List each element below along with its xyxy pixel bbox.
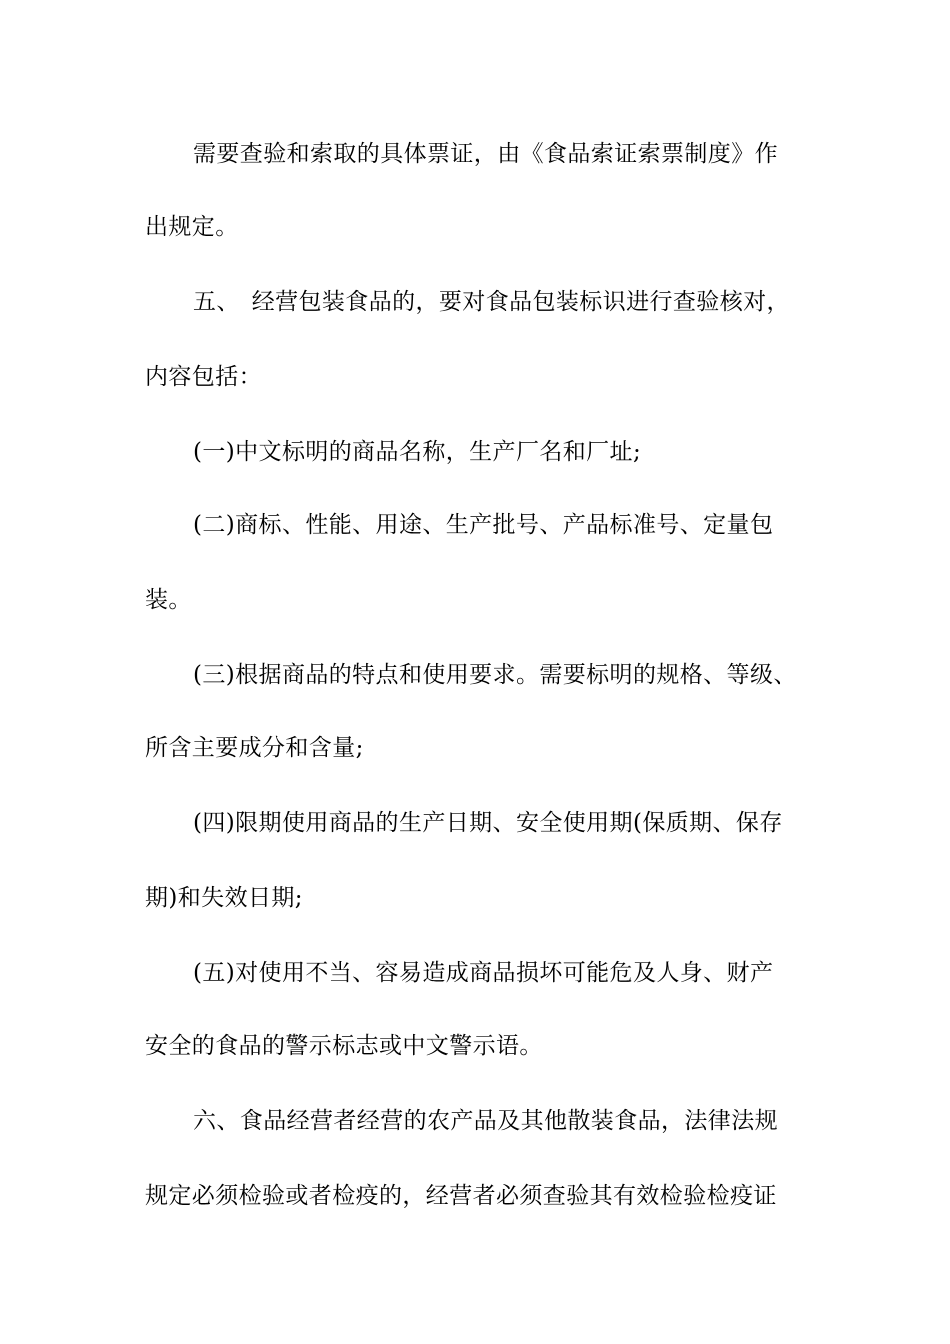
list-item-line: (四)限期使用商品的生产日期、安全使用期(保质期、保存 [193,810,783,836]
list-item-line: (五)对使用不当、容易造成商品损坏可能危及人身、财产 [193,960,774,986]
paragraph-line: 六、食品经营者经营的农产品及其他散装食品，法律法规 [193,1108,778,1134]
paragraph-line: 需要查验和索取的具体票证，由《食品索证索票制度》作 [193,141,778,167]
list-item-line: 期)和失效日期; [145,885,303,911]
paragraph-line: 五、 经营包装食品的，要对食品包装标识进行查验核对， [193,289,790,315]
paragraph-line: 规定必须检验或者检疫的，经营者必须查验其有效检验检疫证 [145,1183,777,1209]
list-item-line: 安全的食品的警示标志或中文警示语。 [145,1033,543,1059]
paragraph-line: 出规定。 [145,214,239,240]
list-item-line: 装。 [145,587,192,613]
paragraph-line: 内容包括： [145,364,262,390]
list-item-line: (三)根据商品的特点和使用要求。需要标明的规格、等级、 [193,662,797,688]
list-item-line: 所含主要成分和含量; [145,735,364,761]
list-item-line: (二)商标、性能、用途、生产批号、产品标准号、定量包 [193,512,774,538]
list-item-line: (一)中文标明的商品名称，生产厂名和厂址; [193,439,642,465]
